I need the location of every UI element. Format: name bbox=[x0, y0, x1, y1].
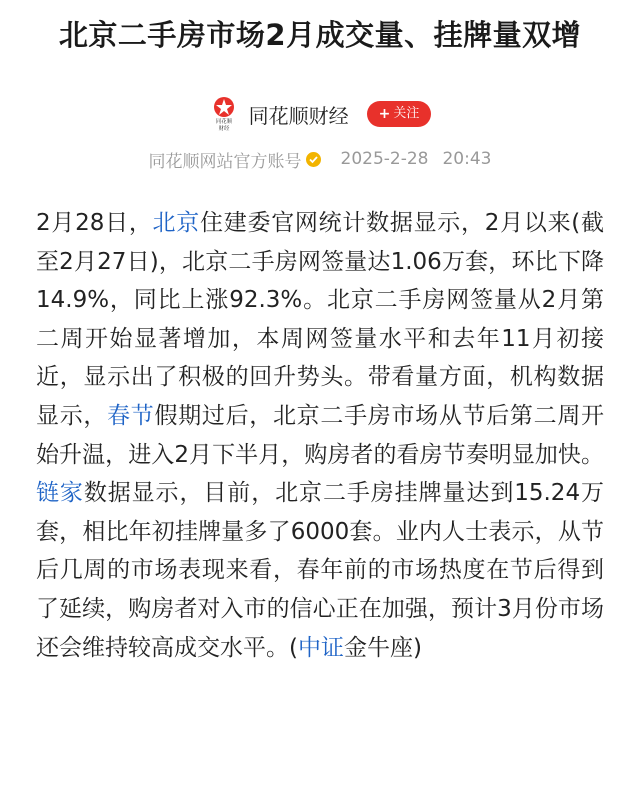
link-chunjie[interactable]: 春节 bbox=[107, 402, 155, 429]
follow-button[interactable] bbox=[367, 101, 432, 127]
publish-date: 2025-2-28 bbox=[340, 149, 429, 169]
source-name[interactable]: 同花顺财经 bbox=[248, 103, 349, 128]
body-text-4: 数据显示，目前，北京二手房挂牌量达到15.24万套，相比年初挂牌量多了6000套。业内人士表示，从节后几周的市场表现来看，春年前的市场热度在节后得到了延续，购房者对入市的信心正在加强，预计3月份市场还会维持较高成交水平。( bbox=[36, 480, 604, 661]
article-title: 北京二手房市场2月成交量、挂牌量双增 bbox=[58, 18, 582, 52]
logo-sub-text: 财经 bbox=[218, 125, 230, 132]
link-zhongzheng[interactable]: 中证 bbox=[297, 634, 344, 661]
verified-badge-icon bbox=[306, 152, 321, 167]
logo-mark bbox=[211, 96, 237, 118]
follow-label: 关注 bbox=[393, 106, 420, 121]
article-body bbox=[36, 204, 604, 667]
body-text-1: 2月28日， bbox=[36, 210, 153, 236]
plus-icon: + bbox=[378, 106, 391, 122]
link-lianjia[interactable]: 链家 bbox=[36, 480, 84, 507]
link-beijing[interactable]: 北京 bbox=[152, 210, 201, 236]
source-row bbox=[36, 96, 604, 132]
body-text-3: 假期过后，北京二手房市场从节后第二周开始升温，进入2月下半月，购房者的看房节奏明显加快。 bbox=[36, 402, 605, 468]
tonghuashun-logo-icon[interactable] bbox=[209, 96, 239, 132]
body-text-5: 金牛座) bbox=[343, 634, 422, 661]
meta-row bbox=[36, 144, 604, 174]
publish-time: 20:43 bbox=[442, 149, 492, 169]
body-text-2: 住建委官网统计数据显示，2月以来(截至2月27日)，北京二手房网签量达1.06万套，环比下降14.9%，同比上涨92.3%。北京二手房网签量从2月第二周开始显著增加，本周网签量水平和去年11月初接近，显示出了积极的回升势头。带看量方面，机构数据显示， bbox=[36, 210, 605, 429]
account-label: 同花顺网站官方账号 bbox=[148, 151, 302, 172]
logo-main-text: 同花顺 bbox=[215, 118, 232, 125]
